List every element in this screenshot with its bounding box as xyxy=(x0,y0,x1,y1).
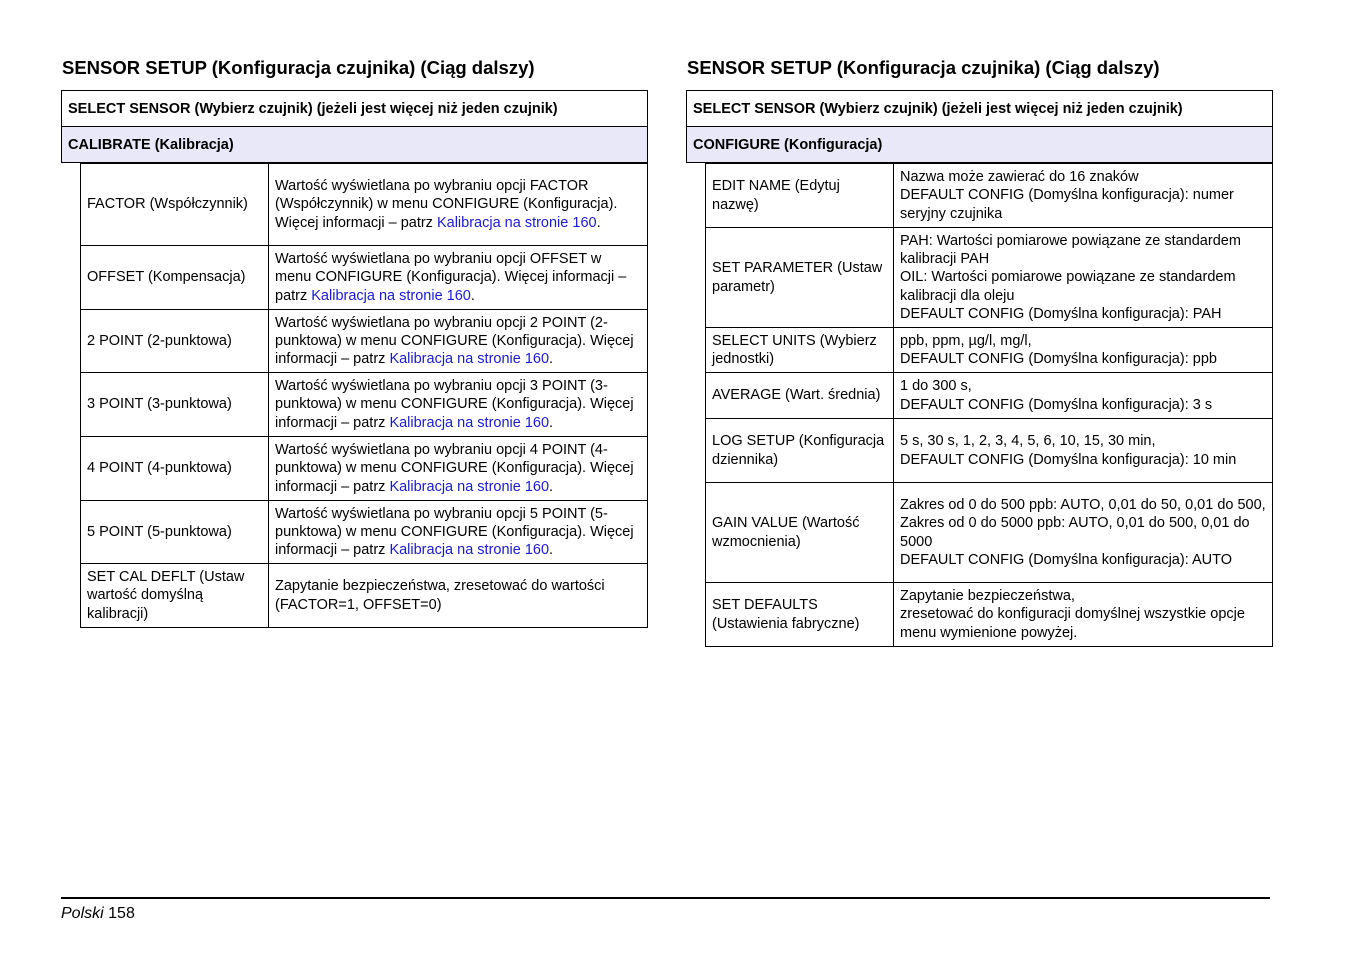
menu-option-description xyxy=(269,501,648,564)
menu-header-configure: CONFIGURE (Konfiguracja) xyxy=(686,127,1273,163)
description-line: DEFAULT CONFIG (Domyślna konfiguracja): AUTO xyxy=(900,551,1232,568)
menu-option-name: FACTOR (Współczynnik) xyxy=(81,164,269,246)
description-text: Wartość wyświetlana po wybraniu opcji 4 POINT (4-punktowa) w menu CONFIGURE (Konfiguracja). Więcej informacji – patrz xyxy=(275,442,634,495)
menu-option-name: SELECT UNITS (Wybierz jednostki) xyxy=(706,328,894,373)
menu-option-description xyxy=(269,437,648,501)
table-row xyxy=(706,373,1273,419)
table-row xyxy=(706,328,1273,373)
cross-reference-link[interactable]: Kalibracja na stronie 160 xyxy=(436,214,597,231)
table-row xyxy=(81,246,648,310)
description-line: zresetować do konfiguracji domyślnej wszystkie opcje menu wymienione powyżej. xyxy=(900,606,1245,641)
description-text: Wartość wyświetlana po wybraniu opcji 2 POINT (2-punktowa) w menu CONFIGURE (Konfiguracja). Więcej informacji – patrz xyxy=(275,314,634,368)
table-row xyxy=(706,419,1273,483)
menu-option-name: 5 POINT (5-punktowa) xyxy=(81,501,269,564)
table-row xyxy=(81,164,648,246)
description-text: . xyxy=(549,351,554,368)
description-text: Wartość wyświetlana po wybraniu opcji OFFSET w menu CONFIGURE (Konfiguracja). Więcej informacji – patrz xyxy=(275,251,627,304)
page-number: 158 xyxy=(108,905,135,922)
menu-header-select-sensor: SELECT SENSOR (Wybierz czujnik) (jeżeli jest więcej niż jeden czujnik) xyxy=(61,90,648,127)
menu-option-description xyxy=(894,228,1273,328)
menu-option-description xyxy=(269,164,648,246)
cross-reference-link[interactable]: Kalibracja na stronie 160 xyxy=(389,542,550,559)
menu-option-name: GAIN VALUE (Wartość wzmocnienia) xyxy=(706,483,894,583)
cross-reference-link[interactable]: Kalibracja na stronie 160 xyxy=(389,414,550,431)
description-line: Zapytanie bezpieczeństwa, xyxy=(900,588,1075,605)
menu-option-name: 2 POINT (2-punktowa) xyxy=(81,310,269,373)
menu-option-description xyxy=(894,164,1273,228)
cross-reference-link[interactable]: Kalibracja na stronie 160 xyxy=(311,287,471,304)
description-text: . xyxy=(549,414,554,431)
menu-option-description xyxy=(269,246,648,310)
menu-option-description xyxy=(269,564,648,628)
table-row xyxy=(81,501,648,564)
footer-language: Polski xyxy=(61,905,104,922)
menu-option-name: 4 POINT (4-punktowa) xyxy=(81,437,269,501)
cross-reference-link[interactable]: Kalibracja na stronie 160 xyxy=(389,351,550,368)
table-row xyxy=(81,310,648,373)
description-text: Wartość wyświetlana po wybraniu opcji 3 POINT (3-punktowa) w menu CONFIGURE (Konfiguracja). Więcej informacji – patrz xyxy=(275,378,634,431)
description-line: OIL: Wartości pomiarowe powiązane ze standardem kalibracji dla oleju xyxy=(900,269,1236,304)
menu-option-description xyxy=(894,483,1273,583)
footer-rule xyxy=(61,897,1270,899)
calibrate-table xyxy=(80,163,648,628)
left-column xyxy=(61,57,648,628)
menu-option-name: LOG SETUP (Konfiguracja dziennika) xyxy=(706,419,894,483)
table-row xyxy=(706,228,1273,328)
description-text: Zapytanie bezpieczeństwa, zresetować do wartości (FACTOR=1, OFFSET=0) xyxy=(275,578,605,613)
right-column xyxy=(686,57,1273,647)
description-line: DEFAULT CONFIG (Domyślna konfiguracja): 10 min xyxy=(900,451,1237,468)
menu-option-description xyxy=(894,419,1273,483)
description-line: DEFAULT CONFIG (Domyślna konfiguracja): numer seryjny czujnika xyxy=(900,187,1234,222)
menu-option-description xyxy=(269,373,648,437)
description-text: . xyxy=(596,214,601,231)
menu-option-description xyxy=(894,373,1273,419)
table-row xyxy=(706,583,1273,647)
description-text: . xyxy=(549,542,554,559)
description-text: . xyxy=(549,478,554,495)
menu-option-name: SET DEFAULTS (Ustawienia fabryczne) xyxy=(706,583,894,647)
menu-header-select-sensor: SELECT SENSOR (Wybierz czujnik) (jeżeli jest więcej niż jeden czujnik) xyxy=(686,90,1273,127)
table-row xyxy=(706,164,1273,228)
menu-header-calibrate: CALIBRATE (Kalibracja) xyxy=(61,127,648,163)
menu-option-name: SET PARAMETER (Ustaw parametr) xyxy=(706,228,894,328)
menu-option-name: AVERAGE (Wart. średnia) xyxy=(706,373,894,419)
menu-option-name: EDIT NAME (Edytuj nazwę) xyxy=(706,164,894,228)
description-line: 1 do 300 s, xyxy=(900,378,972,395)
menu-option-description xyxy=(269,310,648,373)
menu-option-description xyxy=(894,583,1273,647)
menu-option-name: OFFSET (Kompensacja) xyxy=(81,246,269,310)
description-line: Zakres od 0 do 5000 ppb: AUTO, 0,01 do 500, 0,01 do 5000 xyxy=(900,515,1250,550)
cross-reference-link[interactable]: Kalibracja na stronie 160 xyxy=(389,478,550,495)
description-line: 5 s, 30 s, 1, 2, 3, 4, 5, 6, 10, 15, 30 min, xyxy=(900,433,1156,450)
description-line: DEFAULT CONFIG (Domyślna konfiguracja): PAH xyxy=(900,305,1222,322)
description-line: Zakres od 0 do 500 ppb: AUTO, 0,01 do 50, 0,01 do 500, xyxy=(900,497,1266,514)
description-line: Nazwa może zawierać do 16 znaków xyxy=(900,169,1139,186)
menu-option-name: SET CAL DEFLT (Ustaw wartość domyślną kalibracji) xyxy=(81,564,269,628)
table-row xyxy=(81,437,648,501)
description-line: ppb, ppm, µg/l, mg/l, xyxy=(900,332,1032,349)
table-row xyxy=(81,564,648,628)
menu-option-name: 3 POINT (3-punktowa) xyxy=(81,373,269,437)
table-row xyxy=(81,373,648,437)
description-line: PAH: Wartości pomiarowe powiązane ze standardem kalibracji PAH xyxy=(900,232,1241,268)
section-title: SENSOR SETUP (Konfiguracja czujnika) (Ciąg dalszy) xyxy=(62,57,535,78)
configure-table xyxy=(705,163,1273,647)
menu-option-description xyxy=(894,328,1273,373)
description-text: . xyxy=(470,287,475,304)
section-title: SENSOR SETUP (Konfiguracja czujnika) (Ciąg dalszy) xyxy=(687,57,1160,78)
table-row xyxy=(706,483,1273,583)
description-text: Wartość wyświetlana po wybraniu opcji FACTOR (Współczynnik) w menu CONFIGURE (Konfiguracja). Więcej informacji – patrz xyxy=(275,178,618,231)
description-text: Wartość wyświetlana po wybraniu opcji 5 POINT (5-punktowa) w menu CONFIGURE (Konfiguracja). Więcej informacji – patrz xyxy=(275,505,634,559)
page-footer xyxy=(61,905,135,923)
description-line: DEFAULT CONFIG (Domyślna konfiguracja): ppb xyxy=(900,351,1217,367)
description-line: DEFAULT CONFIG (Domyślna konfiguracja): 3 s xyxy=(900,396,1213,413)
